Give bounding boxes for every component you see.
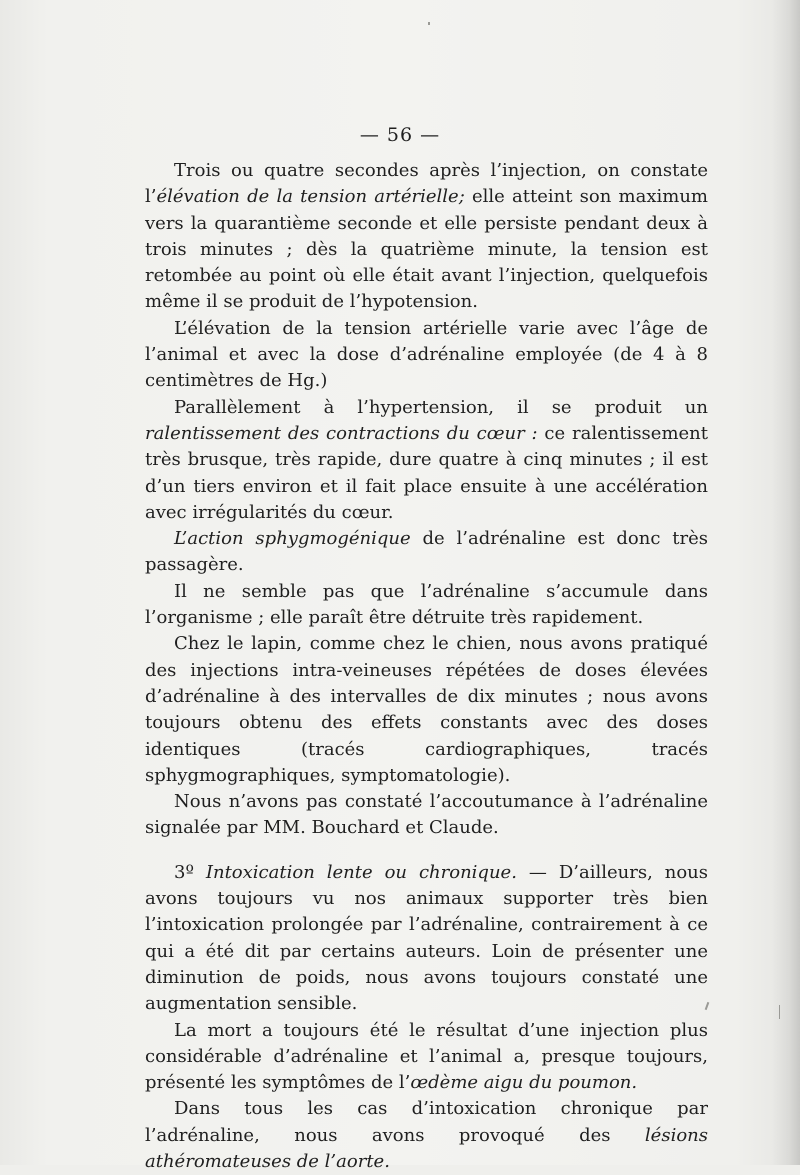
paragraph	[145, 579, 708, 632]
paragraph	[145, 526, 708, 579]
text-run: — D’ailleurs, nous avons toujours vu nos animaux supporter très bien l’intoxication prolongée par l’adrénaline, contrairement à ce qui a été dit par certains auteurs. Loin de présenter une diminution de poids, nous avons toujours constaté une augmentation sensible.	[145, 861, 709, 1015]
italic-text-run: lésions athéromateuses de l’aorte.	[145, 1124, 708, 1172]
paragraph	[145, 316, 708, 395]
text-run: Parallèlement à l’hypertension, il se produit un	[174, 396, 708, 418]
italic-text-run: L’action sphygmogénique	[174, 528, 411, 550]
paragraph	[145, 1018, 708, 1097]
italic-text-run: œdème aigu du poumon.	[410, 1072, 638, 1094]
text-run: Trois ou quatre secondes après l’injection, on constate l’	[145, 160, 708, 208]
page-edge-shadow	[772, 0, 800, 1165]
paragraph	[145, 1096, 708, 1175]
italic-text-run: ralentissement des contractions du cœur :	[145, 422, 538, 444]
text-run: L’élévation de la tension artérielle varie avec l’âge de l’animal et avec la dose d’adrénaline employée (de 4 à 8 centimètres de Hg.)	[145, 317, 708, 392]
text-run: de l’adrénaline est donc très passagère.	[145, 528, 708, 576]
italic-text-run: Intoxication lente ou chronique.	[205, 861, 517, 883]
text-run: 3º	[174, 861, 206, 883]
text-run: Il ne semble pas que l’adrénaline s’accumule dans l’organisme ; elle paraît être détruite très rapidement.	[145, 580, 708, 629]
italic-text-run: élévation de la tension artérielle;	[156, 186, 465, 208]
text-run: ce ralentissement très brusque, très rapide, dure quatre à cinq minutes ; il est d’un tiers environ et il fait place ensuite à une accélération avec irrégularités du cœur.	[145, 422, 708, 523]
paragraph	[145, 631, 708, 789]
scan-speck	[428, 22, 430, 25]
paragraph	[145, 395, 708, 526]
text-run: Nous n’avons pas constaté l’accoutumance à l’adrénaline signalée par MM. Bouchard et Claude.	[145, 791, 708, 839]
text-run: Dans tous les cas d’intoxication chronique par l’adrénaline, nous avons provoqué des	[145, 1098, 708, 1146]
text-run: La mort a toujours été le résultat d’une injection plus considérable d’adrénaline et l’animal a, presque toujours, présenté les symptômes de l’	[145, 1019, 708, 1094]
page-number: — 56 —	[359, 124, 441, 146]
paragraph	[145, 789, 708, 842]
paragraph	[145, 158, 708, 316]
text-run: elle atteint son maximum vers la quarantième seconde et elle persiste pendant deux à trois minutes ; dès la quatrième minute, la tension est retombée au point où elle était avant l’injection, quelquefois même il se produit de l’hypotension.	[145, 186, 708, 313]
scan-speck	[779, 1005, 780, 1019]
text-run: Chez le lapin, comme chez le chien, nous avons pratiqué des injections intra-veineuses répétées de doses élevées d’adrénaline à des intervalles de dix minutes ; nous avons toujours obtenu des effets constants avec des doses identiques (tracés cardiographiques, tracés sphygmographiques, symptomatologie).	[145, 633, 708, 786]
paragraph	[145, 860, 708, 1018]
body-text	[145, 158, 708, 1175]
